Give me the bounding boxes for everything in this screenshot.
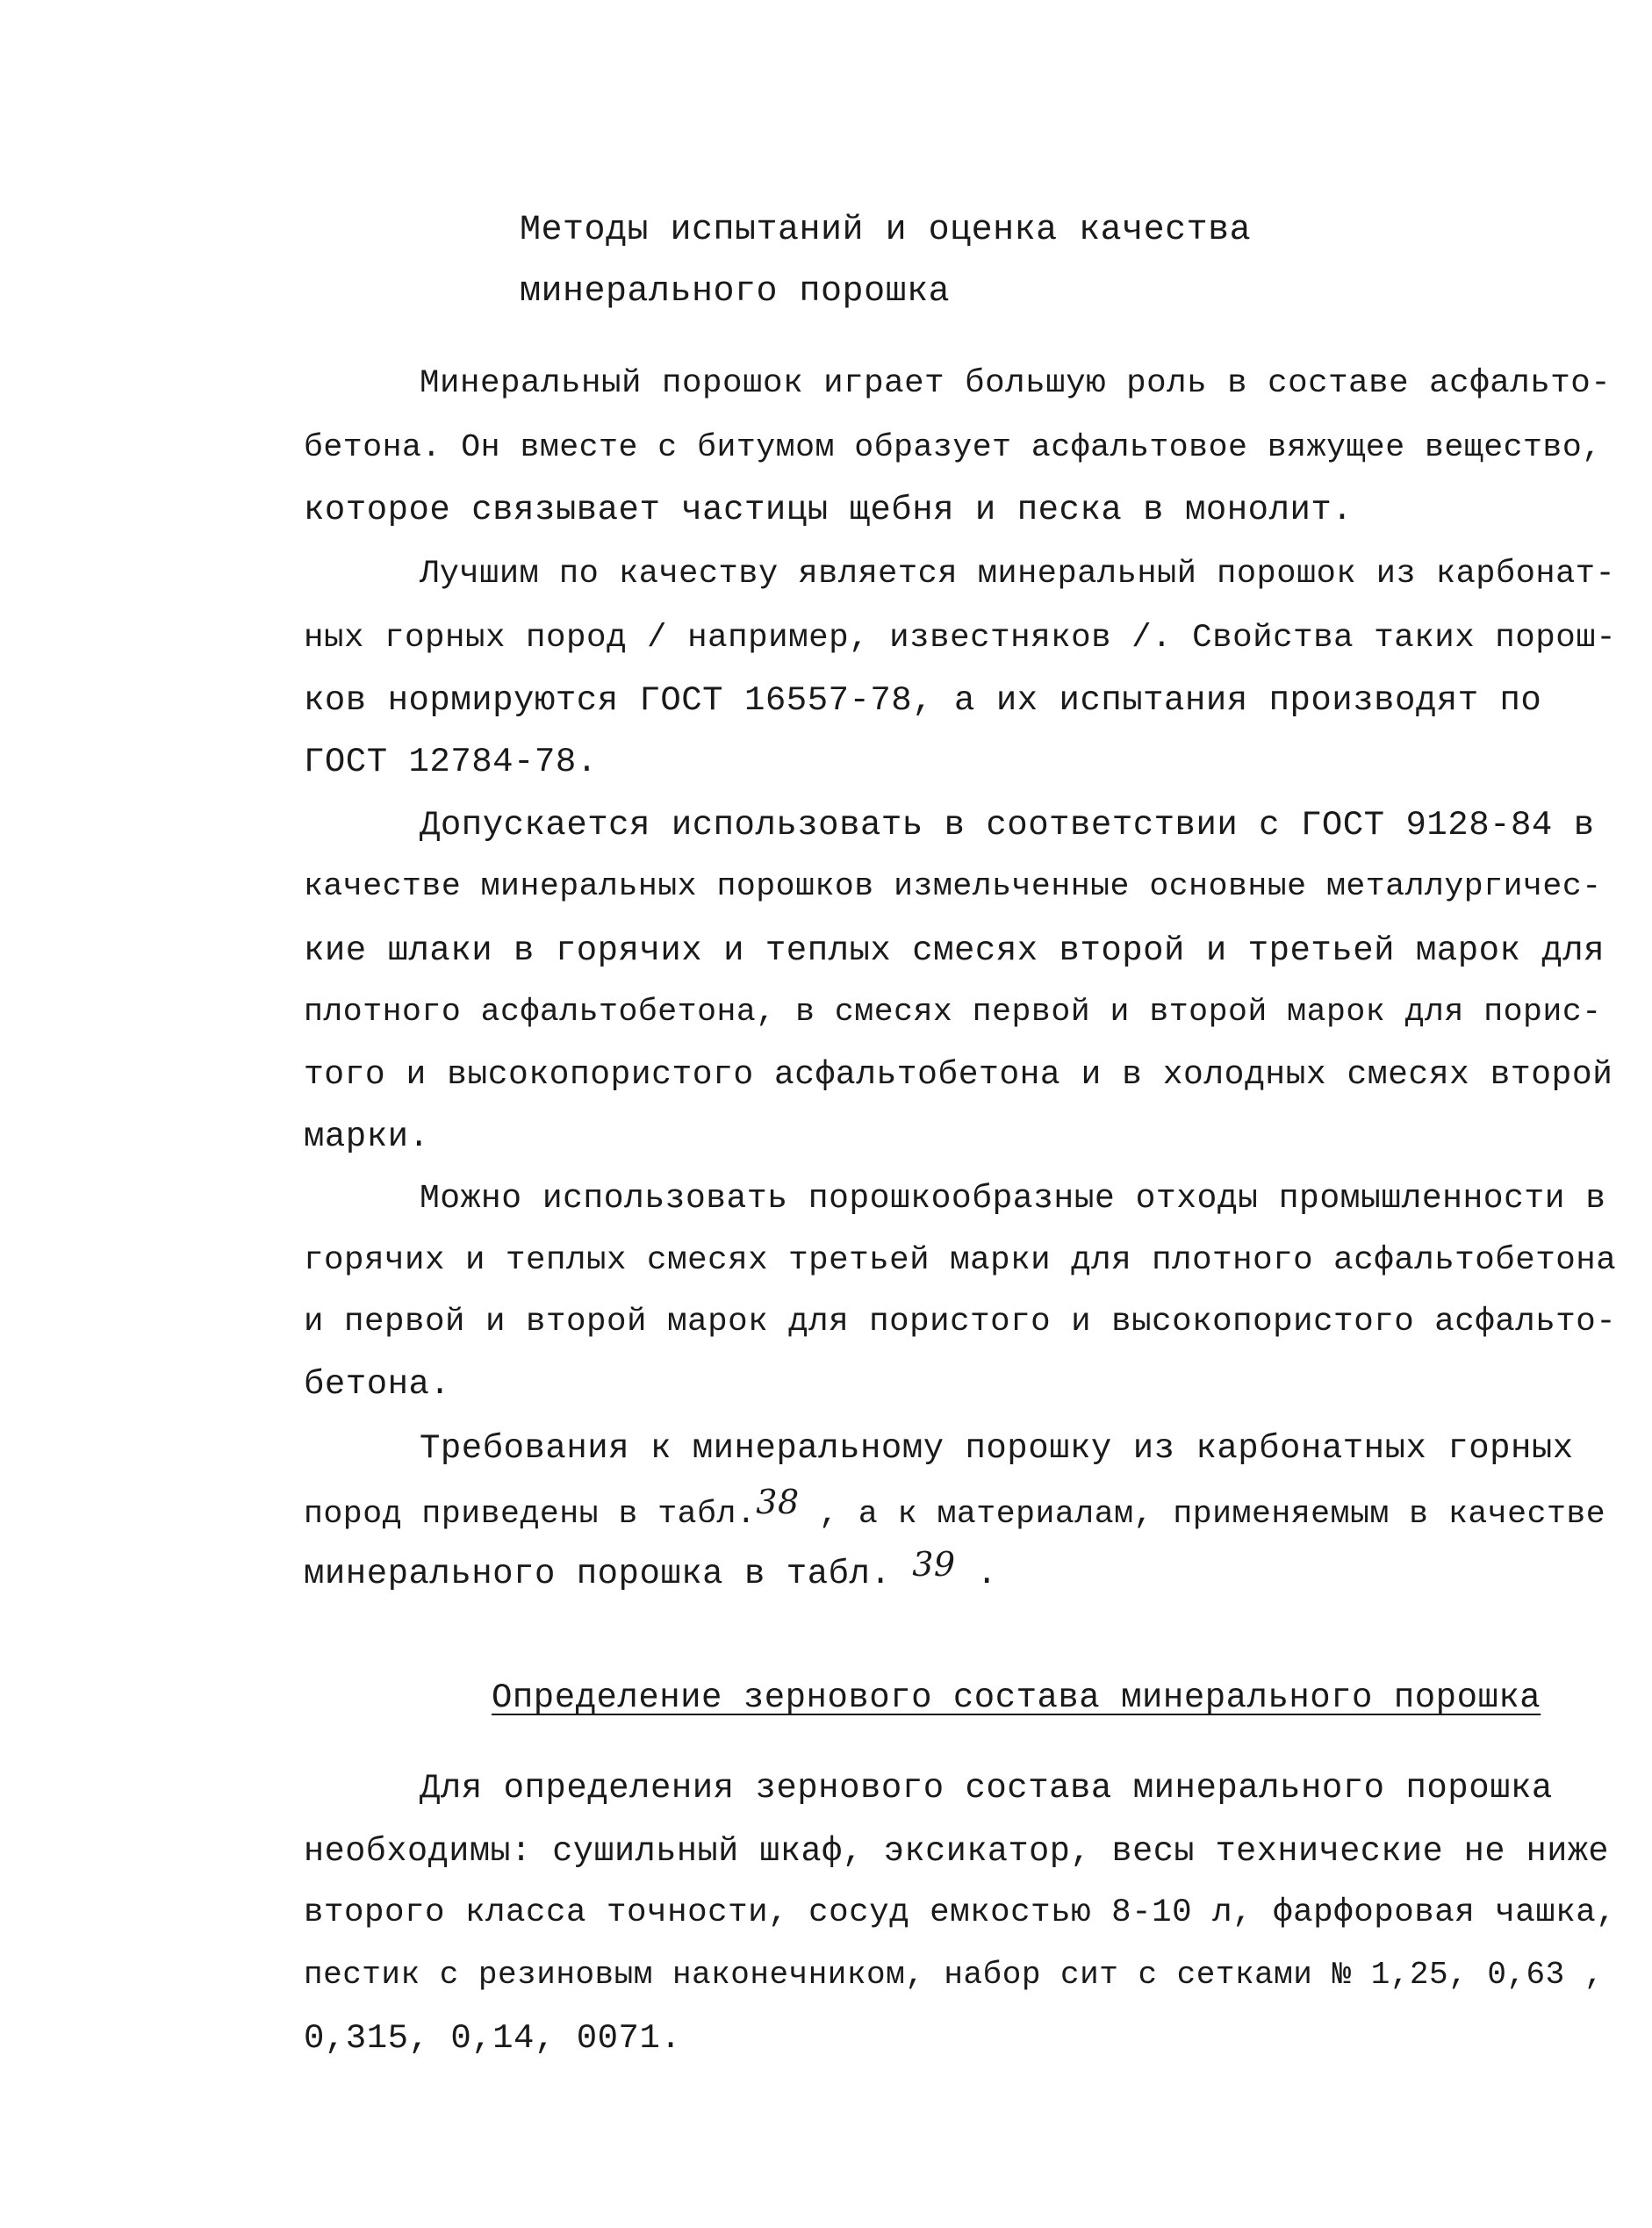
- table-number-a: 38: [756, 1483, 800, 1521]
- requirements-line-2: [304, 1483, 1606, 1532]
- title-line-2: минерального порошка: [520, 272, 951, 312]
- paragraph-3-line-4: плотного асфальтобетона, в смесях первой и второй марок для порис-: [304, 994, 1602, 1030]
- paragraph-3-line-6: марки.: [304, 1118, 430, 1156]
- requirements-line-1: Требования к минеральному порошку из карбонатных горных: [420, 1429, 1574, 1468]
- paragraph-1-line-3: которое связывает частицы щебня и песка в монолит.: [304, 491, 1354, 529]
- paragraph-3-line-5: того и высокопористого асфальтобетона и в холодных смесях второй: [304, 1056, 1613, 1094]
- paragraph-3-line-1: Допускается использовать в соответствии с ГОСТ 9128-84 в: [420, 806, 1595, 844]
- paragraph-1-line-1: Минеральный порошок играет большую роль в составе асфальто-: [420, 365, 1612, 402]
- paragraph-4-line-3: и первой и второй марок для пористого и высокопористого асфальто-: [304, 1304, 1617, 1340]
- paragraph-4-line-2: горячих и теплых смесях третьей марки для плотного асфальтобетона: [304, 1242, 1617, 1279]
- section-heading: Определение зернового состава минерального порошка: [492, 1678, 1541, 1717]
- paragraph-4-line-4: бетона.: [304, 1365, 451, 1404]
- requirements-line-2-start: пород приведены в табл.: [304, 1496, 757, 1532]
- paragraph-2-line-2: ных горных пород / например, известняков /. Свойства таких порош-: [304, 620, 1617, 657]
- table-number-b: 39: [912, 1545, 956, 1584]
- paragraph-3-line-2: качестве минеральных порошков измельченные основные металлургичес-: [304, 868, 1602, 904]
- requirements-line-3: [304, 1545, 998, 1593]
- title-line-1: Методы испытаний и оценка качества: [520, 211, 1252, 250]
- section-paragraph-line-3: второго класса точности, сосуд емкостью 8-10 л, фарфоровая чашка,: [304, 1894, 1617, 1931]
- paragraph-3-line-3: кие шлаки в горячих и теплых смесях второй и третьей марок для: [304, 931, 1605, 970]
- paragraph-1-line-2: бетона. Он вместе с битумом образует асфальтовое вяжущее вещество,: [304, 429, 1602, 465]
- requirements-line-2-end: , а к материалам, применяемым в качестве: [799, 1496, 1606, 1532]
- paragraph-2-line-4: ГОСТ 12784-78.: [304, 743, 598, 781]
- section-paragraph-line-4: пестик с резиновым наконечником, набор сит с сетками № 1,25, 0,63 ,: [304, 1957, 1604, 1993]
- section-paragraph-line-5: 0,315, 0,14, 0071.: [304, 2019, 682, 2058]
- requirements-line-3-end: .: [955, 1555, 998, 1593]
- section-paragraph-line-2: необходимы: сушильный шкаф, эксикатор, весы технические не ниже: [304, 1832, 1610, 1871]
- section-paragraph-line-1: Для определения зернового состава минерального порошка: [420, 1769, 1553, 1808]
- paragraph-2-line-3: ков нормируются ГОСТ 16557-78, а их испытания производят по: [304, 681, 1542, 720]
- paragraph-4-line-1: Можно использовать порошкообразные отходы промышленности в: [420, 1180, 1606, 1218]
- requirements-line-3-start: минерального порошка в табл.: [304, 1555, 913, 1593]
- paragraph-2-line-1: Лучшим по качеству является минеральный порошок из карбонат-: [420, 556, 1616, 593]
